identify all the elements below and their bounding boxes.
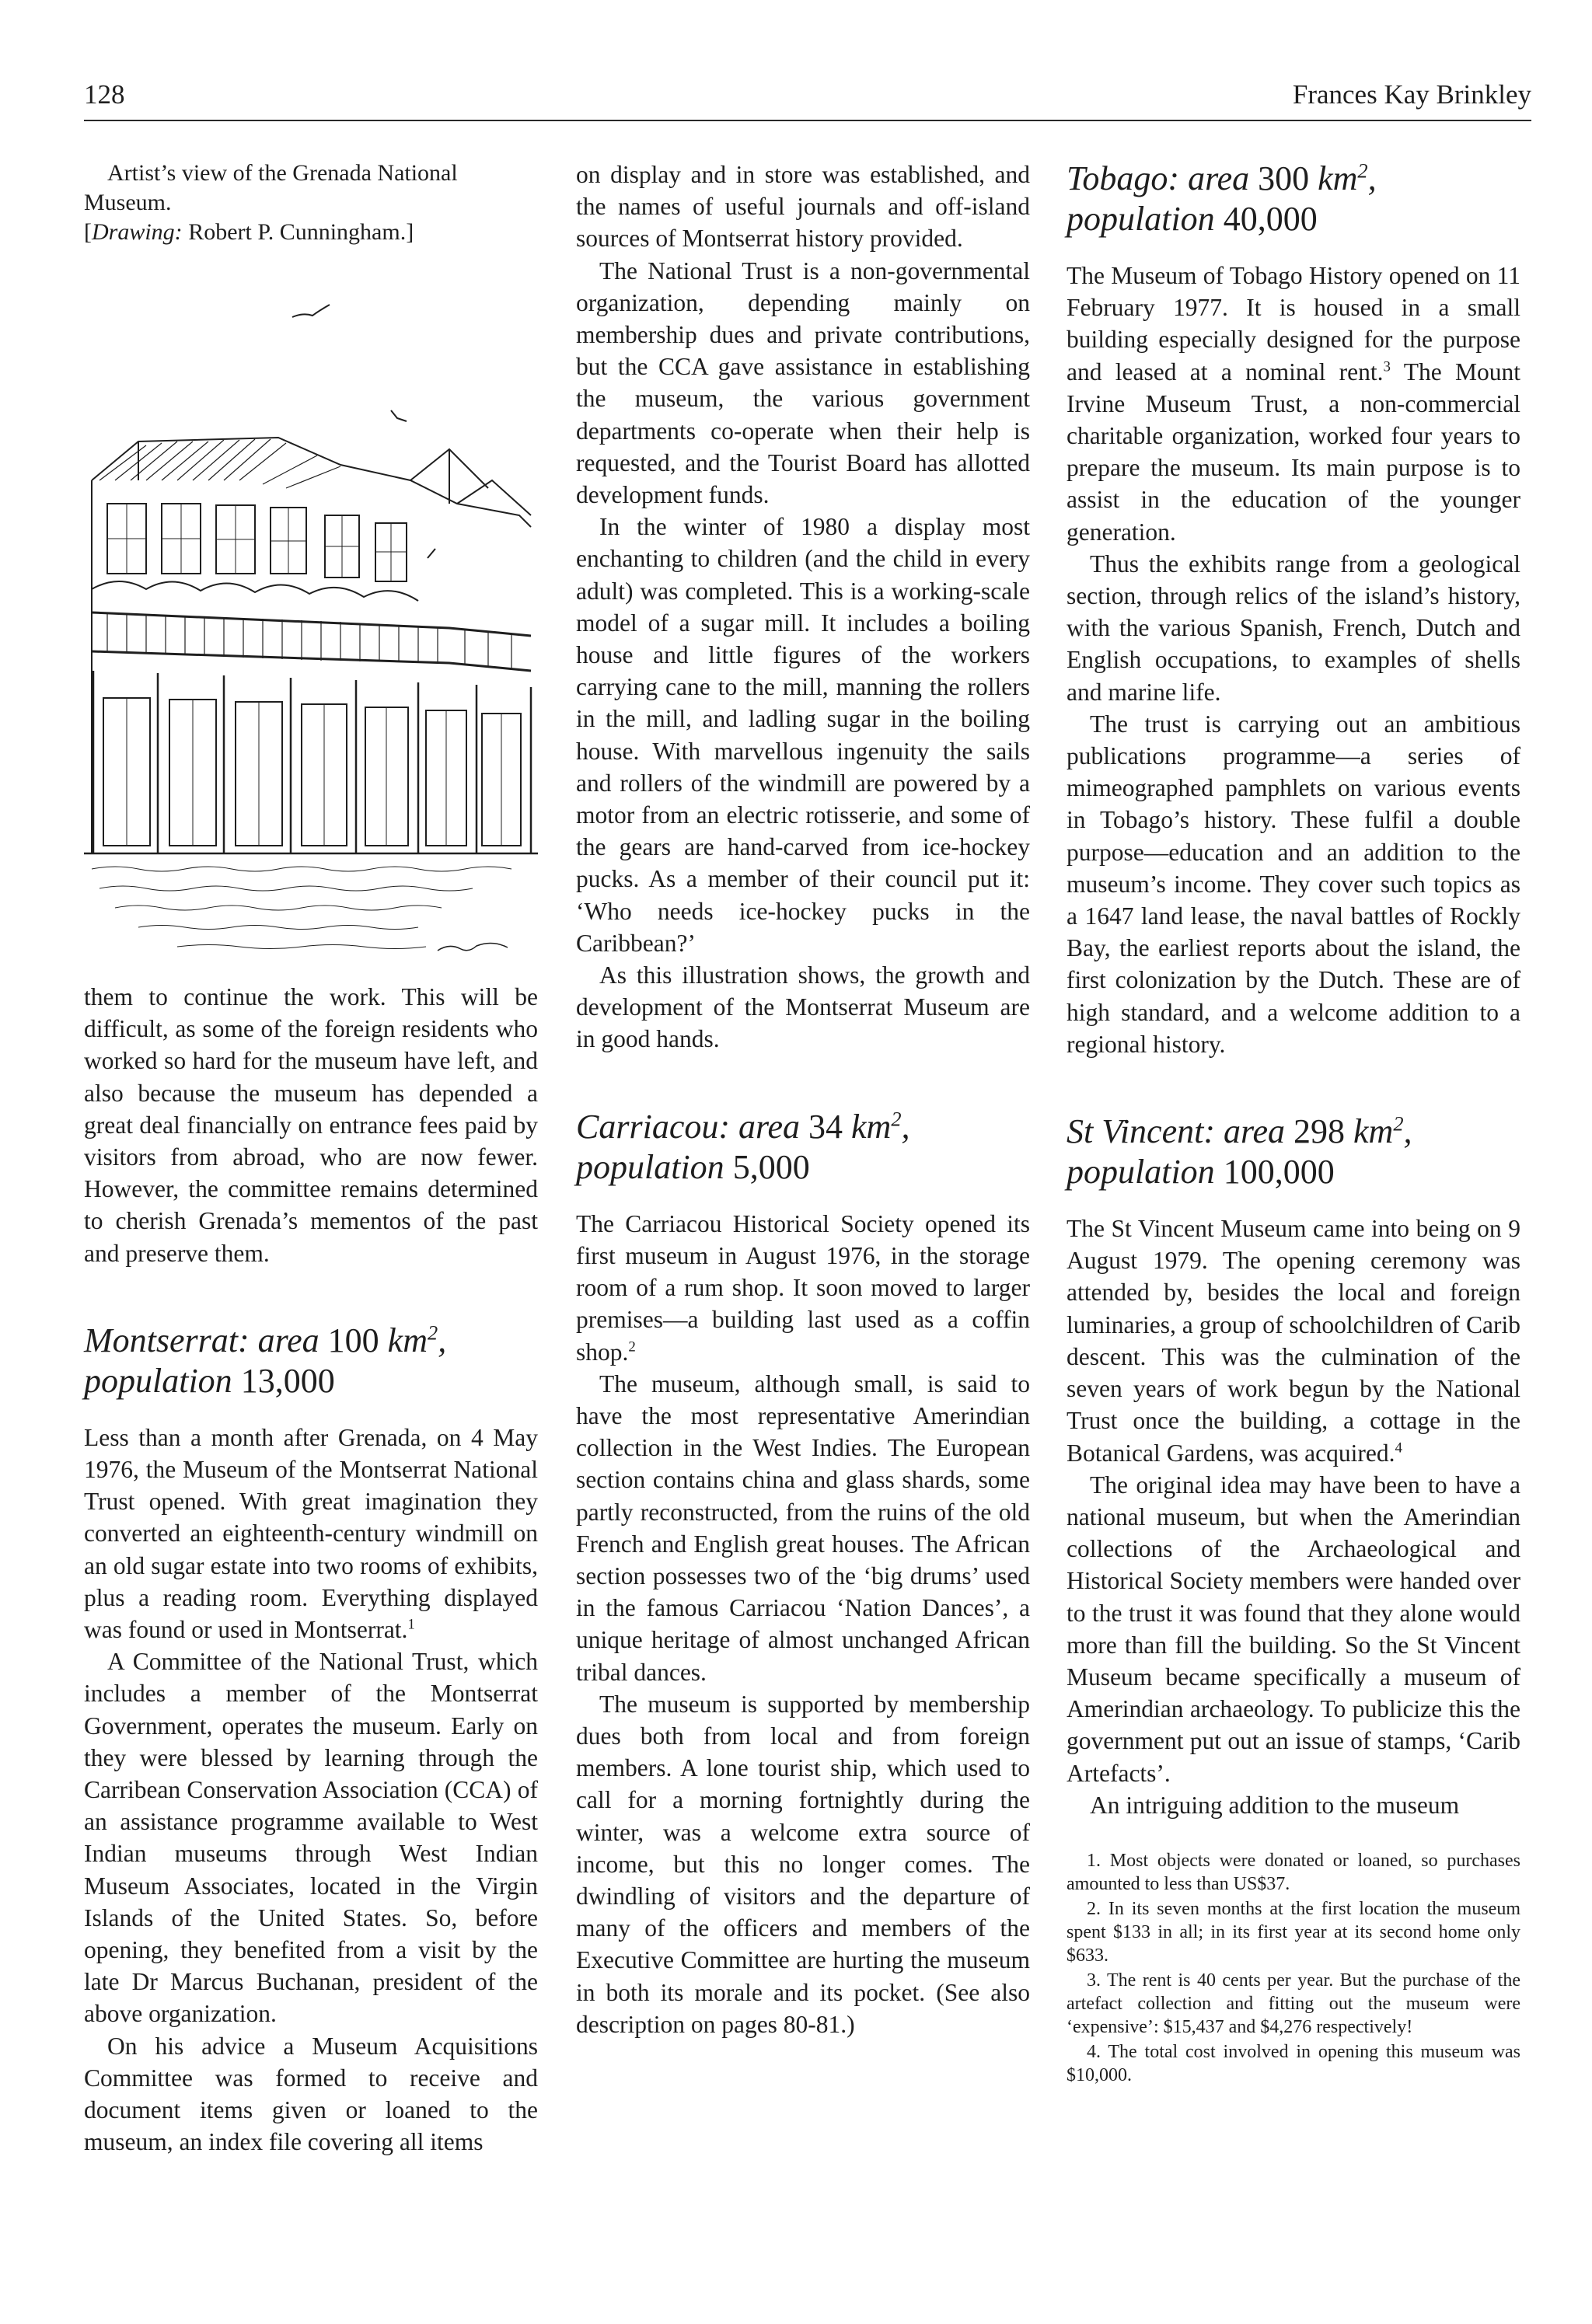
paragraph: The trust is carrying out an ambitious publications programme—a series of mimeographed pamphlets on various events in Tobago’s history. These fulfil a double purpose—education and an addition to the museum’s income. They cover such topics as a 1647 land lease, the naval battles of Rockly Bay, the earliest reports about the island, the first colonization by the Dutch. These are of high standard, and a welcome addition to a regional history.	[1067, 710, 1520, 1058]
paragraph: them to continue the work. This will be difficult, as some of the foreign residents who worked so hard for the museum have left, and also because the museum has depended a great deal financially on entrance fees paid by visitors from abroad, who are now fewer. However, the committee remains determined to cherish Grenada’s mementos of the past and preserve them.	[84, 983, 538, 1267]
paragraph: on display and in store was established, and the names of useful journals and off-island sources of Montserrat history provided.	[576, 161, 1030, 253]
footnote-ref: 4	[1395, 1439, 1402, 1456]
paragraph: An intriguing addition to the museum	[1090, 1791, 1460, 1819]
caption-credit-label: Drawing:	[92, 219, 183, 245]
caption-credit: Robert P. Cunningham.]	[182, 219, 414, 245]
footnote-1: 1. Most objects were donated or loaned, so purchases amounted to less than US$37.	[1067, 1850, 1520, 1894]
section-heading-tobago: Tobago: area 300 $km^2$, population 40,000	[1067, 159, 1377, 238]
paragraph: The museum is supported by membership dues both from local and from foreign members. A lone tourist ship, which used to call for a morning fortnightly during the winter, was a welcome extra source of income, but this no longer comes. The dwindling of visitors and the departure of many of the officers and members of the Executive Committee are hurting the museum in both its morale and its pocket. (See also description on pages 80-81.)	[576, 1690, 1030, 2038]
paragraph: Thus the exhibits range from a geological section, through relics of the island’s history, with the various Spanish, French, Dutch and English occupations, to examples of shells and marine life.	[1067, 550, 1520, 706]
section-heading-montserrat: Montserrat: area 100 $km^2$, population 13,000	[84, 1321, 447, 1400]
museum-drawing-illustration	[84, 247, 538, 962]
footnote-3: 3. The rent is 40 cents per year. But the purchase of the artefact collection and fitting out the museum were ‘expensive’: $15,437 and $4,276 respectively!	[1067, 1970, 1520, 2037]
figure-caption: Artist’s view of the Grenada National Museum. [Drawing: Robert P. Cunningham.]	[84, 160, 458, 245]
footnotes	[1067, 1849, 1520, 2087]
paragraph: The National Trust is a non-governmental organization, depending mainly on membership dues and private contributions, but the CCA gave assistance in establishing the museum, the various government departments co-operate when their help is requested, and the Tourist Board has allotted development funds.	[576, 256, 1030, 509]
artist-signature	[438, 943, 508, 951]
paragraph: Less than a month after Grenada, on 4 May 1976, the Museum of the Montserrat National Trust opened. With great imagination they converted an eighteenth-century windmill on an old sugar estate into two rooms of exhibits, plus a reading room. Everything displayed was found or used in Montserrat.$^1$	[84, 1423, 538, 1644]
page-number: 128	[84, 79, 125, 110]
section-heading-st-vincent: St Vincent: area 298 $km^2$, population 100,000	[1067, 1111, 1412, 1192]
footnote-ref: 1	[407, 1616, 415, 1633]
paragraph: In the winter of 1980 a display most enchanting to children (and the child in every adult) was completed. This is a working-scale model of a sugar mill. It includes a boiling house and little figures of the workers carrying cane to the mill, manning the rollers in the mill, and ladling sugar in the boiling house. With marvellous ingenuity the sails and rollers of the windmill are powered by a motor from an electric rotisserie, and some of the gears are hand-carved from ice-hockey pucks. As a member of their council put it: ‘Who needs ice-hockey pucks in the Caribbean?’	[576, 513, 1030, 957]
footnote-ref: 3	[1383, 358, 1391, 375]
bird-mark	[391, 410, 407, 421]
bird-mark	[292, 305, 330, 317]
museum-drawing	[84, 247, 538, 962]
section-heading-carriacou: Carriacou: area 34 $km^2$, population 5,000	[576, 1107, 910, 1186]
paragraph: The Carriacou Historical Society opened its first museum in August 1976, in the storage room of a rum shop. It soon moved to larger premises—a building last used as a coffin shop.$^2$	[576, 1209, 1030, 1366]
paragraph: The museum, although small, is said to have the most representative Amerindian collection in the West Indies. The European section contains china and glass shards, some partly reconstructed, from the ruins of the old French and English great houses. The African section possesses two of the ‘big drums’ used in the famous Carriacou ‘Nation Dances’, a unique heritage of almost unchanged African tribal dances.	[576, 1370, 1030, 1686]
paragraph: The St Vincent Museum came into being on 9 August 1979. The opening ceremony was attended by, besides the local and foreign luminaries, a group of schoolchildren of Carib descent. This was the culmination of the seven years of work begun by the National Trust once the building, a cottage in the Botanical Gardens, was acquired.$^4$	[1067, 1215, 1520, 1467]
paragraph: A Committee of the National Trust, which includes a member of the Montserrat Government, operates the museum. Early on they were blessed by learning through the Carribean Conservation Association (CCA) of an assistance programme available to West Indian museums through West Indian Museum Associates, located in the Virgin Islands of the United States. So, before opening, they benefited from a visit by the late Dr Marcus Buchanan, president of the above organization.	[84, 1648, 538, 2028]
footnote-4: 4. The total cost involved in opening this museum was $10,000.	[1067, 2041, 1520, 2085]
paragraph: The Museum of Tobago History opened on 11 February 1977. It is housed in a small building especially designed for the purpose and leased at a nominal rent.$^3$ The Mount Irvine Museum Trust, a non-commercial charitable organization, worked four years to prepare the museum. Its main purpose is to assist in the education of the younger generation.	[1067, 262, 1520, 546]
column-1	[84, 159, 538, 2158]
paragraph: The original idea may have been to have a national museum, but when the Amerindian collections of the Archaeological and Historical Society members were handed over to the trust it was found that they alone would more than fill the building. So the St Vincent Museum became specifically a museum of Amerindian archaeology. To publicize this the government put out an issue of stamps, ‘Carib Artefacts’.	[1067, 1471, 1520, 1787]
paragraph: On his advice a Museum Acquisitions Committee was formed to receive and document items given or loaned to the museum, an index file covering all items	[84, 2032, 538, 2156]
footnote-2: 2. In its seven months at the first location the museum spent $133 in all; in its first year at its second home only $633.	[1067, 1898, 1520, 1966]
bird-mark	[428, 549, 435, 558]
column-2	[576, 159, 1030, 2040]
author-name: Frances Kay Brinkley	[1292, 79, 1531, 110]
running-head	[84, 72, 1531, 121]
caption-text: Artist’s view of the Grenada National Museum.	[84, 160, 458, 215]
column-3	[1067, 159, 1520, 2088]
footnote-ref: 2	[628, 1338, 636, 1355]
paragraph: As this illustration shows, the growth and development of the Montserrat Museum are in good hands.	[576, 961, 1030, 1053]
